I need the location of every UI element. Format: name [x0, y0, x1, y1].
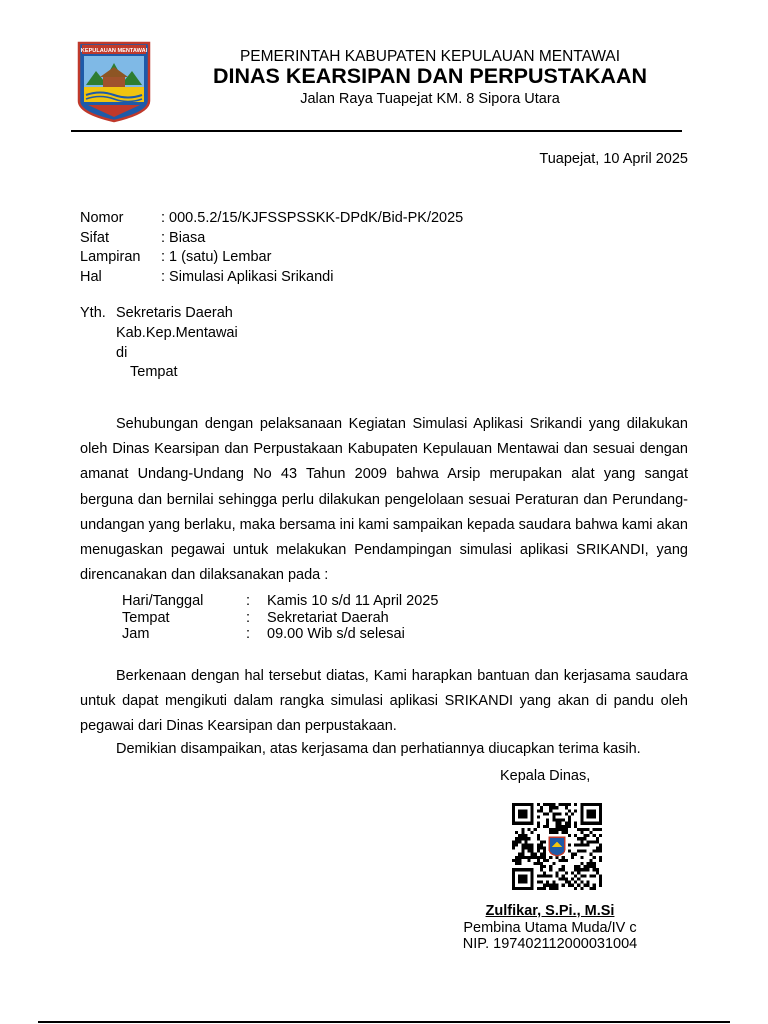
recipient-line-4: Tempat [130, 364, 178, 380]
signatory-name: Zulfikar, S.Pi., M.Si [485, 903, 615, 919]
schedule-value: Sekretariat Daerah [267, 609, 389, 626]
letter-date: Tuapejat, 10 April 2025 [539, 151, 688, 167]
recipient-line-2: Kab.Kep.Mentawai [116, 325, 238, 341]
event-schedule [122, 593, 522, 643]
closing-sentence: Demikian disampaikan, atas kerjasama dan perhatiannya diucapkan terima kasih. [116, 741, 641, 757]
meta-label: Sifat [80, 229, 110, 246]
emblem-text: KEPULAUAN MENTAWAI [80, 48, 148, 54]
schedule-label: Jam [122, 626, 150, 642]
schedule-value: 09.00 Wib s/d selesai [267, 626, 405, 642]
agency-name: DINAS KEARSIPAN DAN PERPUSTAKAAN [212, 64, 647, 88]
recipient-line-3: di [116, 345, 128, 361]
signatory-rank: Pembina Utama Muda/IV c [463, 920, 637, 936]
schedule-value: Kamis 10 s/d 11 April 2025 [267, 593, 439, 609]
qr-code-signature [512, 803, 602, 890]
schedule-row-time [122, 626, 522, 643]
schedule-row-date [122, 593, 522, 610]
meta-value: : Biasa [161, 229, 206, 246]
paragraph-text: Berkenaan dengan hal tersebut diatas, Kami harapkan bantuan dan kerjasama saudara untuk dapat mengikuti dalam rangka simulasi aplikasi SRIKANDI yang akan di pandu oleh pegawai dari Dinas Kearsipan dan perpustakaan. [80, 668, 688, 735]
paragraph-text: Sehubungan dengan pelaksanaan Kegiatan Simulasi Aplikasi Srikandi yang dilakukan oleh Dinas Kearsipan dan Perpustakaan Kabupaten Kepulauan Mentawai dan sesuai dengan amanat Undang-Undang No 43 Tahun 2009 bahwa Arsip merupakan alat yang sangat berguna dan bernilai sehingga perlu dilakukan pengelolaan sesuai Peraturan dan Perundang-undangan yang berlaku, maka bersama ini kami sampaikan kepada saudara bahwa kami akan menugaskan pegawai untuk melakukan Pendampingan simulasi aplikasi SRIKANDI, yang direncanakan dan dilaksanakan pada : [80, 416, 688, 584]
recipient-salutation: Yth. [80, 305, 106, 321]
meta-value: : 000.5.2/15/KJFSSPSSKK-DPdK/Bid-PK/2025 [161, 210, 464, 226]
body-paragraph-2 [80, 664, 688, 740]
footer-divider [38, 1021, 730, 1023]
signatory-nip: NIP. 197402112000031004 [462, 936, 638, 952]
schedule-row-place [122, 610, 522, 627]
schedule-colon: : [246, 626, 251, 642]
meta-label: Hal [80, 268, 102, 285]
schedule-colon: : [246, 593, 251, 609]
body-paragraph-1 [80, 412, 688, 588]
agency-address: Jalan Raya Tuapejat KM. 8 Sipora Utara [300, 91, 560, 107]
signatory-title: Kepala Dinas, [500, 768, 591, 784]
letterhead-divider [71, 130, 682, 132]
recipient-line-1: Sekretaris Daerah [116, 305, 233, 321]
government-name: PEMERINTAH KABUPATEN KEPULAUAN MENTAWAI [239, 48, 621, 65]
meta-label: Nomor [80, 210, 124, 226]
meta-value: : Simulasi Aplikasi Srikandi [161, 268, 334, 285]
schedule-colon: : [246, 609, 251, 626]
schedule-label: Hari/Tanggal [122, 593, 204, 609]
meta-label: Lampiran [80, 249, 141, 265]
regency-emblem [76, 41, 152, 123]
schedule-label: Tempat [122, 609, 170, 626]
meta-value: : 1 (satu) Lembar [161, 249, 272, 265]
